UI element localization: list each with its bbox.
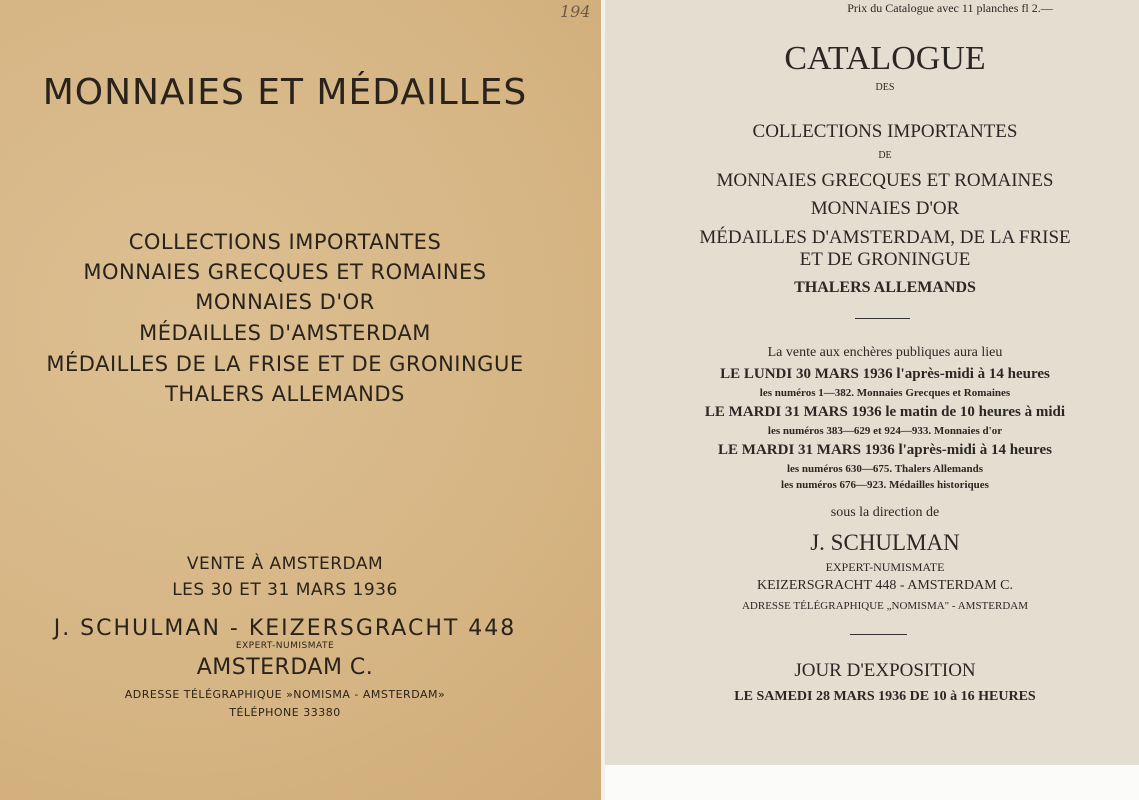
sale-intro: La vente aux enchères publiques aura lieu — [767, 345, 1003, 360]
collection: MONNAIES GRECQUES ET ROMAINES — [716, 170, 1054, 191]
telegraph: ADRESSE TÉLÉGRAPHIQUE »NOMISMA - AMSTERDAM» — [124, 688, 446, 701]
dealer-line: J. SCHULMAN - KEIZERSGRACHT 448 — [53, 616, 517, 641]
scan-margin — [605, 765, 1139, 800]
des-label: DES — [875, 82, 895, 93]
sale-dates: LES 30 ET 31 MARS 1936 — [172, 580, 398, 600]
dealer-address: KEIZERSGRACHT 448 - AMSTERDAM C. — [756, 578, 1014, 593]
direction-label: sous la direction de — [830, 505, 940, 520]
cover-title: MONNAIES ET MÉDAILLES — [42, 72, 528, 113]
sale-place: VENTE À AMSTERDAM — [186, 554, 384, 574]
collection: THALERS ALLEMANDS — [794, 279, 976, 296]
cover-collection: MÉDAILLES DE LA FRISE ET DE GRONINGUE — [46, 352, 524, 376]
session-lots: les numéros 676—923. Médailles historiques — [781, 479, 989, 491]
exhibition-date: LE SAMEDI 28 MARS 1936 DE 10 à 16 HEURES — [734, 689, 1036, 704]
divider — [855, 318, 910, 319]
dealer-role: EXPERT-NUMISMATE — [825, 560, 945, 574]
exhibition-title: JOUR D'EXPOSITION — [794, 660, 976, 681]
collection: MÉDAILLES D'AMSTERDAM, DE LA FRISE — [699, 227, 1071, 248]
session-date: LE MARDI 31 MARS 1936 l'après-midi à 14 heures — [718, 442, 1052, 458]
phone: TÉLÉPHONE 33380 — [229, 706, 341, 719]
session-lots: les numéros 630—675. Thalers Allemands — [786, 463, 984, 475]
collection: MONNAIES D'OR — [810, 198, 960, 219]
city: AMSTERDAM C. — [196, 655, 374, 680]
session-date: LE MARDI 31 MARS 1936 le matin de 10 heures à midi — [704, 404, 1066, 420]
collection: ET DE GRONINGUE — [799, 249, 971, 270]
telegraph: ADRESSE TÉLÉGRAPHIQUE „NOMISMA" - AMSTERDAM — [741, 600, 1029, 612]
dealer-name: J. SCHULMAN — [810, 530, 960, 555]
cover-collection: MONNAIES D'OR — [195, 290, 375, 314]
cover-collection: COLLECTIONS IMPORTANTES — [128, 230, 442, 254]
dealer-role: EXPERT-NUMISMATE — [235, 641, 335, 651]
cover-collection: MÉDAILLES D'AMSTERDAM — [139, 321, 431, 345]
collections-heading: COLLECTIONS IMPORTANTES — [752, 121, 1018, 142]
price-note: Prix du Catalogue avec 11 planches fl 2.— — [847, 1, 1053, 15]
session-date: LE LUNDI 30 MARS 1936 l'après-midi à 14 heures — [720, 366, 1050, 382]
catalogue-title: CATALOGUE — [784, 40, 986, 77]
session-lots: les numéros 383—629 et 924—933. Monnaies d'or — [767, 425, 1003, 437]
de-label: DE — [878, 150, 892, 161]
title-page — [605, 0, 1139, 765]
handwritten-number: 194 — [560, 2, 591, 21]
cover-collection: THALERS ALLEMANDS — [165, 382, 405, 406]
divider — [850, 634, 907, 635]
session-lots: les numéros 1—382. Monnaies Grecques et Romaines — [759, 387, 1011, 399]
cover-collection: MONNAIES GRECQUES ET ROMAINES — [83, 260, 487, 284]
